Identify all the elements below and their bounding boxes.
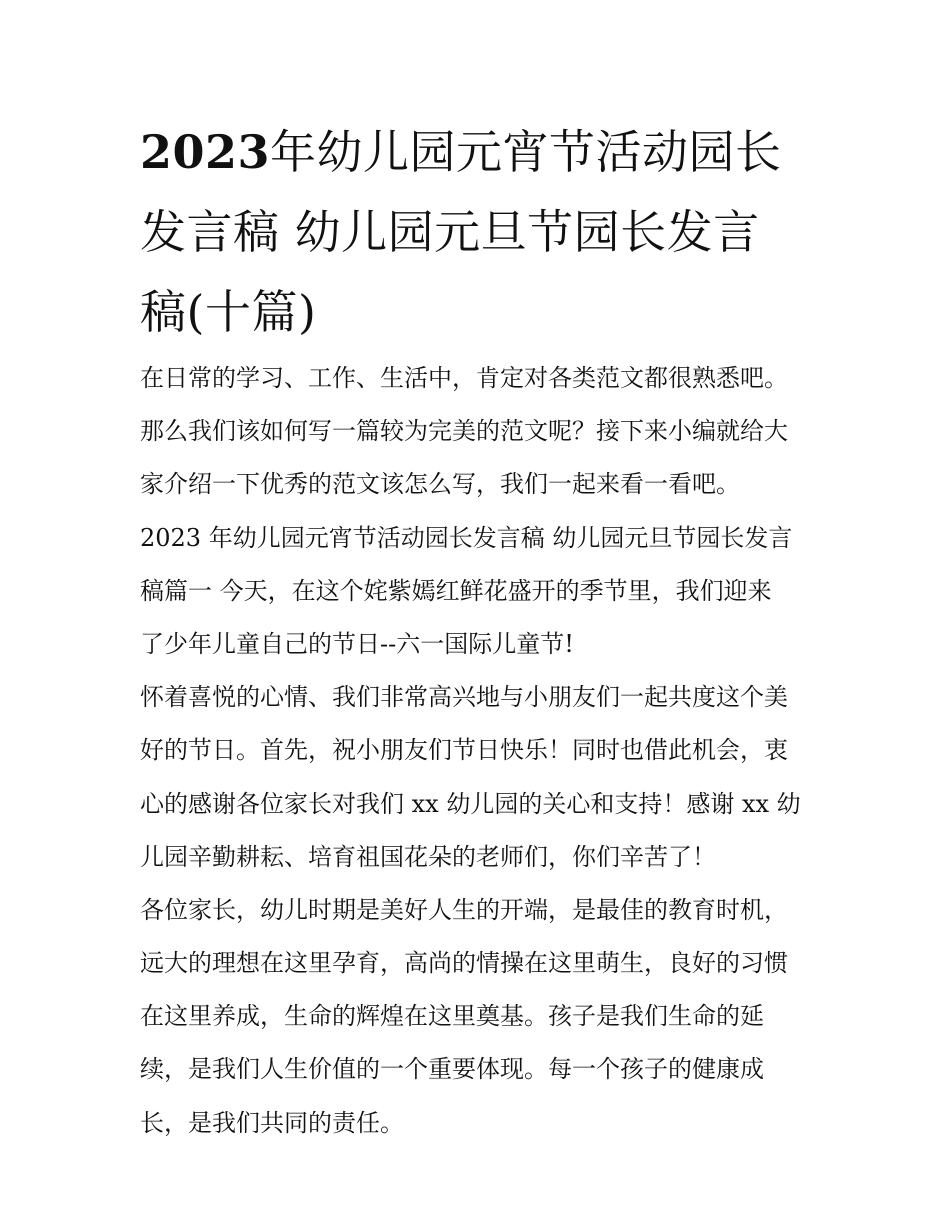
body-line: 那么我们该如何写一篇较为完美的范文呢？接下来小编就给大 [140,417,788,446]
title-line-3 [140,272,820,352]
title-text: 发言稿 幼儿园元旦节园长发言 [140,205,760,259]
body-line: 在日常的学习、工作、生活中，肯定对各类范文都很熟悉吧。 [140,364,788,392]
body-line: 怀着喜悦的心情、我们非常高兴地与小朋友们一起共度这个美 [140,683,788,712]
body-line: 好的节日。首先，祝小朋友们节日快乐！同时也借此机会，衷 [140,736,788,765]
body-line: 心的感谢各位家长对我们 xx 幼儿园的关心和支持！感谢 xx 幼 [140,789,801,818]
title-line-1 [140,112,820,192]
body-line: 续，是我们人生价值的一个重要体现。每一个孩子的健康成 [140,1055,764,1084]
document-body [140,352,820,1150]
body-line: 儿园辛勤耕耘、培育祖国花朵的老师们，你们辛苦了！ [140,842,716,871]
document-title [140,112,820,352]
body-line: 了少年儿童自己的节日--六一国际儿童节! [140,629,574,658]
body-line: 各位家长，幼儿时期是美好人生的开端，是最佳的教育时机， [140,895,788,924]
body-line: 稿篇一 今天，在这个姹紫嫣红鲜花盛开的季节里，我们迎来 [140,576,772,605]
body-line: 远大的理想在这里孕育，高尚的情操在这里萌生，良好的习惯 [140,949,788,978]
body-line: 长，是我们共同的责任。 [140,1108,404,1137]
body-line: 家介绍一下优秀的范文该怎么写，我们一起来看一看吧。 [140,470,740,499]
title-year: 2023 [140,125,271,179]
title-text: 稿(十篇) [140,285,317,339]
title-text: 年幼儿园元宵节活动园长 [270,125,782,179]
body-line: 在这里养成，生命的辉煌在这里奠基。孩子是我们生命的延 [140,1002,764,1031]
title-line-2 [140,192,820,272]
body-line: 2023 年幼儿园元宵节活动园长发言稿 幼儿园元旦节园长发言 [140,523,793,552]
